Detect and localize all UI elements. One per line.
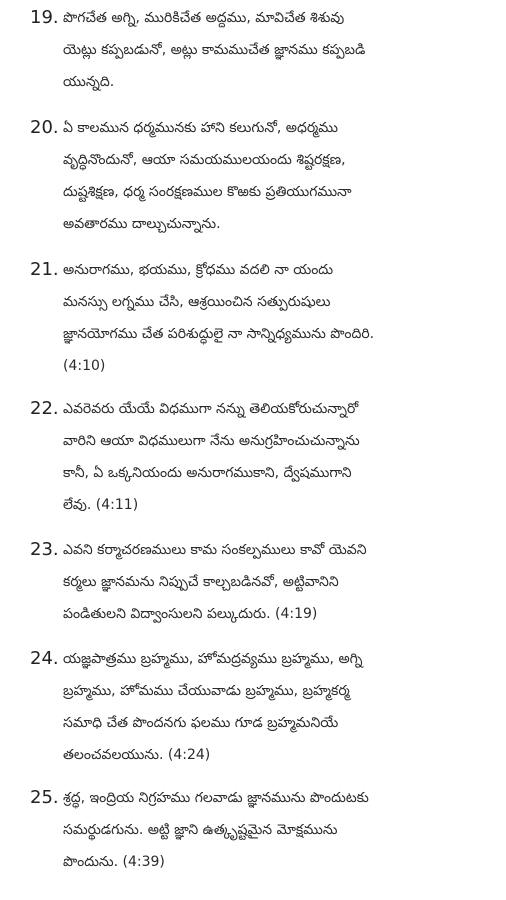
- verse-number: 20.: [30, 117, 59, 138]
- verse-text-line: తలంచవలయును. (4:24): [63, 747, 211, 763]
- verse-text-line: సమాధి చేత పొందనగు ఫలము గూడ బ్రహ్మమనియే: [63, 715, 339, 731]
- verse-text-line: కానీ, ఏ ఒక్కనియందు అనురాగముకాని, ద్వేషముగాని: [63, 465, 352, 481]
- verse-text-line: (4:10): [63, 358, 106, 374]
- page-bottom-edge: [0, 890, 506, 900]
- verse-text-line: యెట్లు కప్పబడునో, అట్లు కామముచేత జ్ఞానము కప్పబడి: [63, 42, 366, 58]
- verse-text-line: దుష్టశిక్షణ, ధర్మ సంరక్షణముల కొఱకు ప్రతియుగమునా: [63, 184, 352, 200]
- verse-text-line: యజ్ఞపాత్రము బ్రహ్మము, హోమద్రవ్యము బ్రహ్మము, అగ్ని: [63, 651, 363, 667]
- verse-text-line: పండితులని విద్వాంసులని పల్కుదురు. (4:19): [63, 606, 318, 622]
- verse-text-line: ఏ కాలమున ధర్మమునకు హాని కలుగునో, అధర్మము: [63, 120, 338, 136]
- verse-number: 24.: [30, 648, 59, 669]
- verse-number: 23.: [30, 539, 59, 560]
- verse-text-line: కర్మలు జ్ఞానమను నిప్పుచే కాల్చబడినవో, అట్టివానిని: [63, 574, 339, 590]
- verse-text-line: బ్రహ్మము, హోమము చేయువాడు బ్రహ్మము, బ్రహ్మకర్మ: [63, 683, 350, 699]
- verse-text-line: అనురాగము, భయము, క్రోధము వదలి నా యందు: [63, 262, 334, 278]
- verse-text-line: ఎవని కర్మాచరణములు కామ సంకల్పములు కావో యెవని: [63, 542, 367, 558]
- verse-text-line: శ్రద్ధ, ఇంద్రియ నిగ్రహము గలవాడు జ్ఞానమును పొందుటకు: [63, 790, 369, 806]
- verse-text-line: అవతారము దాల్చుచున్నాను.: [63, 216, 221, 232]
- verse-text-line: ఎవరెవరు యేయే విధముగా నన్ను తెలియకోరుచున్నారో: [63, 401, 359, 417]
- verse-text-line: పొందును. (4:39): [63, 854, 165, 870]
- verse-text-line: మనస్సు లగ్నము చేసి, ఆశ్రయించిన సత్పురుషులు: [63, 294, 331, 310]
- verse-text-line: వారిని ఆయా విధములుగా నేను అనుగ్రహించుచున్నాను: [63, 433, 360, 449]
- verse-number: 22.: [30, 398, 59, 419]
- verse-text-line: జ్ఞానయోగము చేత పరిశుద్ధులై నా సాన్నిధ్యమును పొందిరి.: [63, 326, 375, 342]
- verse-text-line: సమర్థుడగును. అట్టి జ్ఞాని ఉత్కృష్టమైన మోక్షమును: [63, 822, 338, 838]
- verse-text-line: పొగచేత అగ్ని, మురికిచేత అద్దము, మావిచేత శిశువు: [63, 10, 345, 26]
- verse-number: 19.: [30, 7, 59, 28]
- verse-number: 21.: [30, 259, 59, 280]
- verse-number: 25.: [30, 787, 59, 808]
- verse-text-line: లేవు. (4:11): [63, 497, 139, 513]
- verse-text-line: వృద్ధినొందునో, ఆయా సమయములయందు శిష్టరక్షణ,: [63, 152, 346, 168]
- verse-text-line: యున్నది.: [63, 74, 115, 90]
